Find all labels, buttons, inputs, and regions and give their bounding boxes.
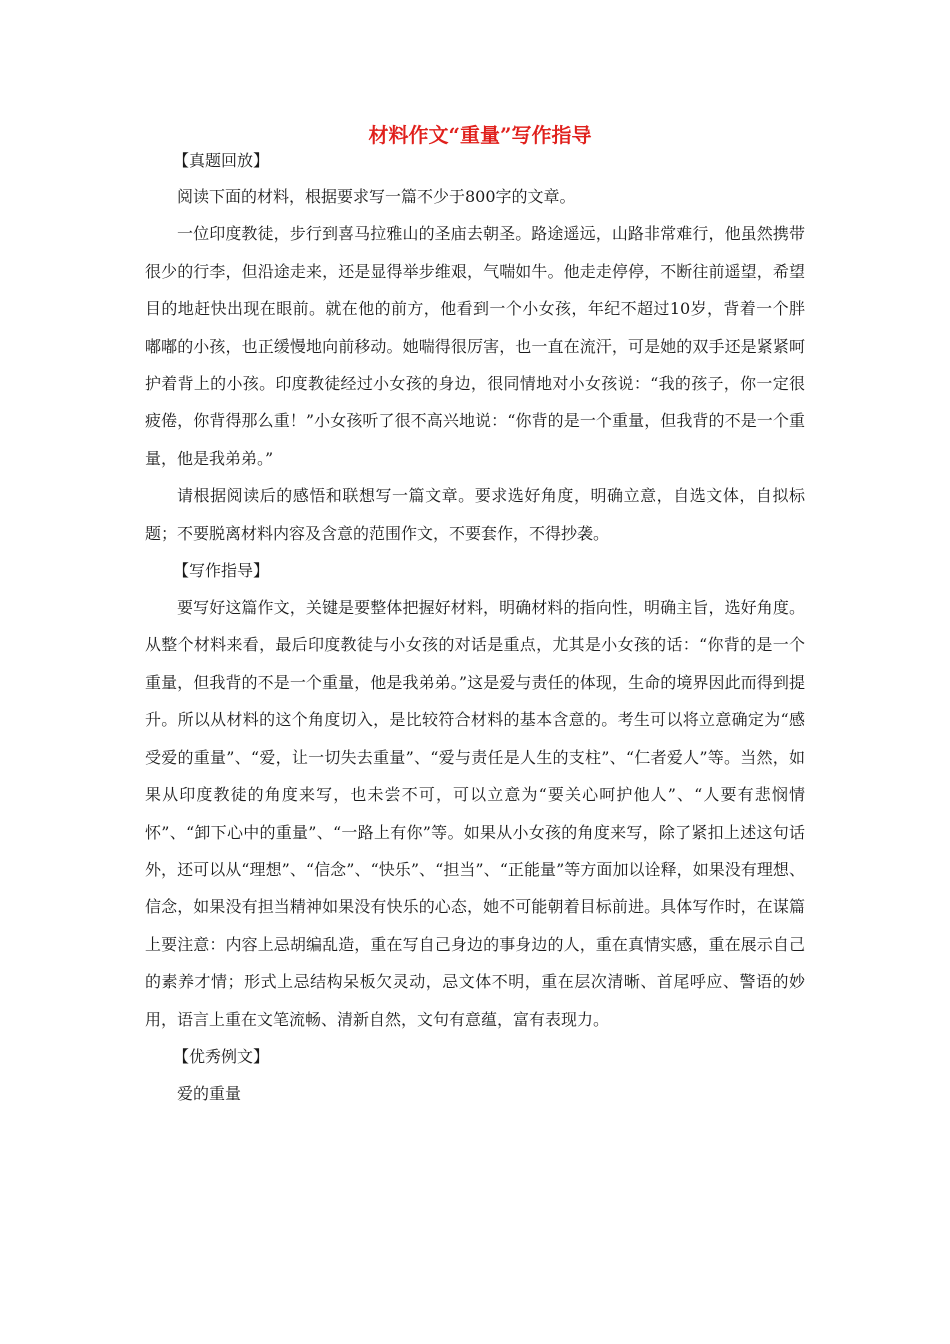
section-heading-writing-guide: 【写作指导】 [173, 561, 270, 581]
section-heading-model-essay: 【优秀例文】 [173, 1046, 270, 1066]
paragraph-material-story: 一位印度教徒，步行到喜马拉雅山的圣庙去朝圣。路途遥远，山路非常难行，他虽然携带很少的行李，但沿途走来，还是显得举步维艰，气喘如牛。他走走停停，不断往前遥望，希望目的地赶快出现在眼前。就在他的前方，他看到一个小女孩，年纪不超过10岁，背着一个胖嘟嘟的小孩，也正缓慢地向前移动。她喘得很厉害，也一直在流汗，可是她的双手还是紧紧呵护着背上的小孩。印度教徒经过小女孩的身边，很同情地对小女孩说：“我的孩子，你一定很疲倦，你背得那么重！”小女孩听了很不高兴地说：“你背的是一个重量，但我背的不是一个重量，他是我弟弟。” [145, 224, 805, 468]
document-title: 材料作文“重量”写作指导 [368, 123, 592, 147]
section-heading-real-question: 【真题回放】 [173, 151, 270, 170]
document-page [145, 118, 805, 1112]
model-essay-title: 爱的重量 [177, 1083, 242, 1103]
paragraph-requirements: 请根据阅读后的感悟和联想写一篇文章。要求选好角度，明确立意，自选文体，自拟标题；不要脱离材料内容及含意的范围作文，不要套作，不得抄袭。 [145, 486, 805, 543]
paragraph-instructions: 阅读下面的材料，根据要求写一篇不少于800字的文章。 [177, 187, 576, 206]
paragraph-writing-guide: 要写好这篇作文，关键是要整体把握好材料，明确材料的指向性，明确主旨，选好角度。从整个材料来看，最后印度教徒与小女孩的对话是重点，尤其是小女孩的话：“你背的是一个重量，但我背的不是一个重量，他是我弟弟。”这是爱与责任的体现，生命的境界因此而得到提升。所以从材料的这个角度切入，是比较符合材料的基本含意的。考生可以将立意确定为“感受爱的重量”、“爱，让一切失去重量”、“爱与责任是人生的支柱”、“仁者爱人”等。当然，如果从印度教徒的角度来写，也未尝不可，可以立意为“要关心呵护他人”、“人要有悲悯情怀”、“卸下心中的重量”、“一路上有你”等。如果从小女孩的角度来写，除了紧扣上述这句话外，还可以从“理想”、“信念”、“快乐”、“担当”、“正能量”等方面加以诠释，如果没有理想、信念，如果没有担当精神如果没有快乐的心态，她不可能朝着目标前进。具体写作时，在谋篇上要注意：内容上忌胡编乱造，重在写自己身边的事身边的人，重在真情实感，重在展示自己的素养才情；形式上忌结构呆板欠灵动，忌文体不明，重在层次清晰、首尾呼应、警语的妙用，语言上重在文笔流畅、清新自然，文句有意蕴，富有表现力。 [145, 598, 805, 1029]
